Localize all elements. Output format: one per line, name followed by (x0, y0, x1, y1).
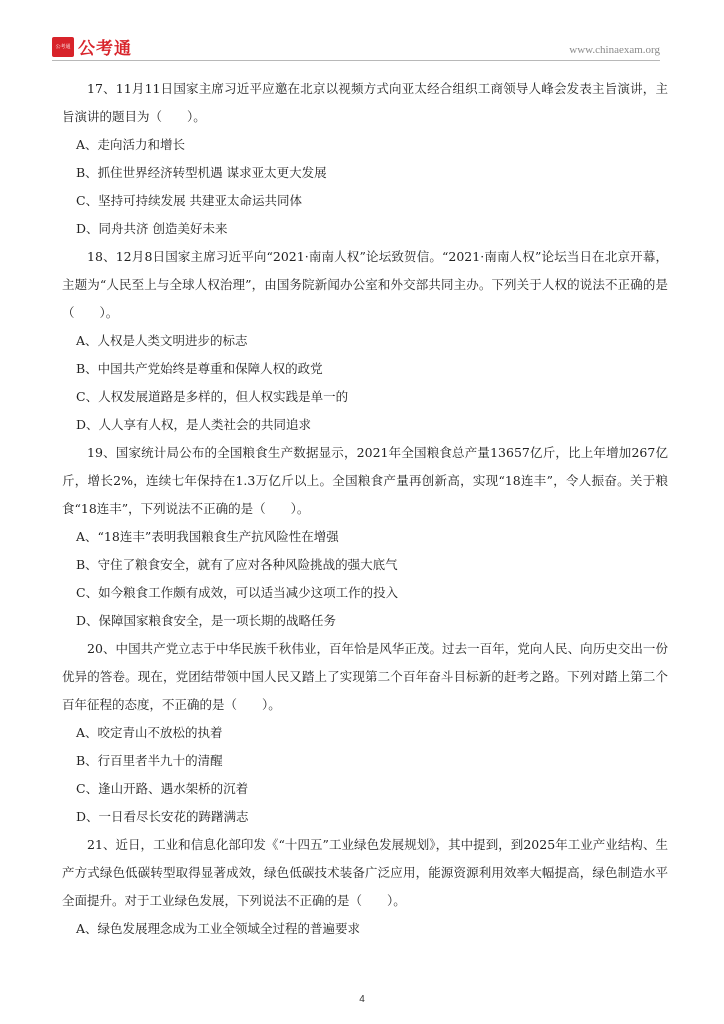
question-20 (62, 635, 668, 831)
option-a: A、人权是人类文明进步的标志 (76, 333, 248, 348)
question-stem: 21、近日，工业和信息化部印发《“十四五”工业绿色发展规划》，其中提到，到2025年工业产业结构、生产方式绿色低碳转型取得显著成效，绿色低碳技术装备广泛应用，能源资源利用效率大幅提高，绿色制造水平全面提升。对于工业绿色发展，下列说法不正确的是（ ）。 (62, 837, 668, 908)
page-header (0, 0, 724, 64)
question-21 (62, 831, 668, 943)
option-d: D、同舟共济 创造美好未来 (76, 221, 228, 236)
question-stem: 20、中国共产党立志于中华民族千秋伟业，百年恰是风华正茂。过去一百年，党向人民、向历史交出一份优异的答卷。现在，党团结带领中国人民又踏上了实现第二个百年奋斗目标新的赶考之路。下列对踏上第二个百年征程的态度，不正确的是（ ）。 (62, 641, 668, 712)
question-stem: 17、11月11日国家主席习近平应邀在北京以视频方式向亚太经合组织工商领导人峰会发表主旨演讲，主旨演讲的题目为（ ）。 (62, 81, 668, 124)
option-d: D、人人享有人权，是人类社会的共同追求 (76, 417, 312, 432)
option-d: D、保障国家粮食安全，是一项长期的战略任务 (76, 613, 337, 628)
logo[interactable] (52, 34, 132, 59)
question-18 (62, 243, 668, 439)
option-a: A、走向活力和增长 (76, 137, 186, 152)
question-19 (62, 439, 668, 635)
option-a: A、绿色发展理念成为工业全领域全过程的普遍要求 (76, 921, 361, 936)
option-c: C、坚持可持续发展 共建亚太命运共同体 (76, 193, 303, 208)
option-b: B、行百里者半九十的清醒 (76, 753, 223, 768)
question-17 (62, 75, 668, 243)
question-stem: 18、12月8日国家主席习近平向“2021·南南人权”论坛致贺信。“2021·南南人权”论坛当日在北京开幕，主题为“人民至上与全球人权治理”，由国务院新闻办公室和外交部共同主办。下列关于人权的说法不正确的是（ ）。 (62, 249, 668, 320)
option-a: A、“18连丰”表明我国粮食生产抗风险性在增强 (76, 529, 339, 544)
option-c: C、逢山开路、遇水架桥的沉着 (76, 781, 249, 796)
logo-badge-icon: 公考通 (52, 37, 74, 57)
option-d: D、一日看尽长安花的踌躇满志 (76, 809, 249, 824)
header-divider (52, 60, 660, 61)
site-url[interactable]: www.chinaexam.org (569, 44, 660, 56)
option-b: B、守住了粮食安全，就有了应对各种风险挑战的强大底气 (76, 557, 398, 572)
option-b: B、抓住世界经济转型机遇 谋求亚太更大发展 (76, 165, 327, 180)
logo-text: 公考通 (78, 39, 132, 59)
page-number: 4 (359, 994, 365, 1005)
option-c: C、如今粮食工作颇有成效，可以适当减少这项工作的投入 (76, 585, 399, 600)
document-body (62, 75, 668, 943)
question-stem: 19、国家统计局公布的全国粮食生产数据显示，2021年全国粮食总产量13657亿斤，比上年增加267亿斤，增长2%，连续七年保持在1.3万亿斤以上。全国粮食产量再创新高，实现“18连丰”，令人振奋。关于粮食“18连丰”，下列说法不正确的是（ ）。 (62, 445, 668, 516)
option-c: C、人权发展道路是多样的，但人权实践是单一的 (76, 389, 349, 404)
option-a: A、咬定青山不放松的执着 (76, 725, 223, 740)
option-b: B、中国共产党始终是尊重和保障人权的政党 (76, 361, 323, 376)
